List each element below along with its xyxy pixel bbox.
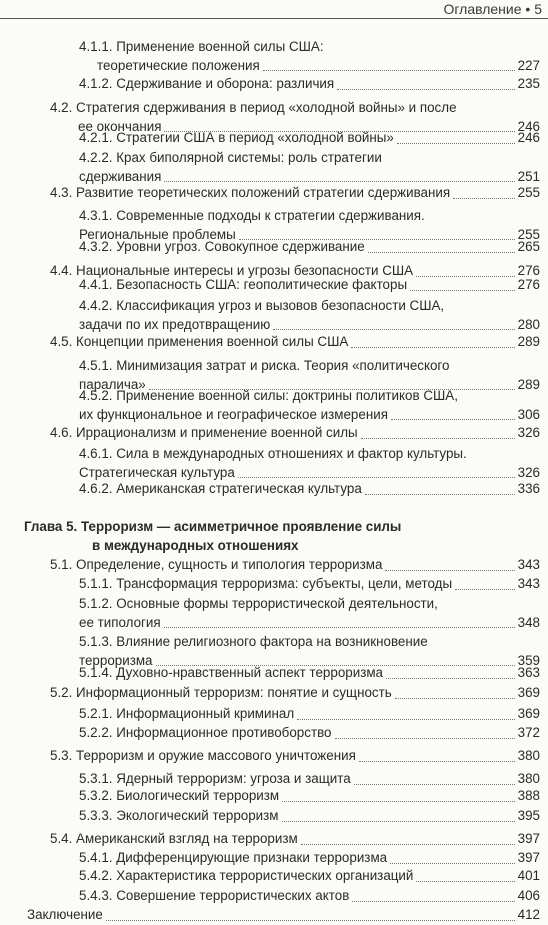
toc-entry-text: 4.5.1. Минимизация затрат и риска. Теория «политического	[79, 358, 450, 373]
page-number: 343	[517, 576, 540, 591]
toc-entry-text: 5.2.2. Информационное противоборство	[79, 725, 332, 740]
page-number: 348	[517, 614, 540, 630]
leader-dots	[354, 784, 515, 785]
page-number: 251	[517, 168, 540, 184]
leader-dots	[453, 198, 515, 199]
toc-entry-5-2-1[interactable]	[79, 705, 540, 724]
leader-dots	[301, 844, 515, 845]
toc-entry-text: 5.2. Информационный терроризм: понятие и сущность	[50, 685, 392, 700]
page-number: 406	[517, 888, 540, 903]
leader-dots	[368, 252, 515, 253]
page-number: 289	[517, 334, 540, 349]
toc-entry-text: 5.1.3. Влияние религиозного фактора на возникновение	[79, 634, 428, 649]
page-number: 246	[517, 118, 540, 134]
toc-entry-text: сдерживания	[79, 168, 162, 184]
toc-entry-text: 4.4.2. Классификация угроз и вызовов безопасности США,	[79, 298, 445, 313]
toc-entry-text: 4.1.1. Применение военной силы США:	[79, 39, 324, 54]
toc-entry-4-6-2[interactable]	[79, 480, 540, 499]
page-number: 388	[517, 788, 540, 803]
toc-entry-4-3-2[interactable]	[79, 238, 540, 257]
page-number: 369	[517, 685, 540, 700]
toc-entry-5-4-1[interactable]	[79, 849, 540, 868]
leader-dots	[455, 589, 515, 590]
page-number: 255	[517, 226, 540, 242]
toc-entry-text: Стратегическая культура	[79, 464, 235, 480]
leader-dots	[273, 329, 514, 330]
page-number: 265	[517, 239, 540, 254]
page-number: 246	[517, 130, 540, 145]
page-number: 235	[517, 76, 540, 91]
leader-dots	[386, 678, 515, 679]
leader-dots	[263, 70, 515, 71]
toc-entry-text: 5.4.1. Дифференцирующие признаки терроризма	[79, 850, 388, 865]
toc-entry-text: 5.3.3. Экологический терроризм	[79, 808, 279, 823]
toc-entry-text: 4.5. Концепции применения военной силы США	[50, 334, 349, 349]
toc-entry-text: 4.2. Стратегия сдерживания в период «холодной войны» и после	[50, 100, 457, 115]
leader-dots	[337, 89, 514, 90]
toc-entry-4-4-2[interactable]	[79, 297, 540, 334]
leader-dots	[352, 901, 514, 902]
page-number: 363	[517, 665, 540, 680]
leader-dots	[365, 494, 515, 495]
page-number: 289	[517, 376, 540, 392]
leader-dots	[395, 698, 515, 699]
toc-entry-5-4[interactable]	[50, 830, 540, 849]
page-number: 227	[517, 57, 540, 73]
toc-entry-text: их функциональное и географическое измерения	[79, 406, 388, 422]
toc-entry-text: 5.4.3. Совершение террористических актов	[79, 888, 350, 903]
toc-entry-text: 4.6.2. Американская стратегическая культура	[79, 481, 362, 496]
page-number: 276	[517, 277, 540, 292]
toc-entry-5-3-1[interactable]	[79, 770, 540, 789]
leader-dots	[391, 419, 515, 420]
toc-entry-5-3-3[interactable]	[79, 807, 540, 826]
page-number: 326	[517, 464, 540, 480]
running-header	[0, 0, 548, 19]
leader-dots	[397, 143, 515, 144]
page-number: 359	[517, 652, 540, 668]
toc-entry-text: 4.2.1. Стратегии США в период «холодной войны»	[79, 130, 394, 145]
toc-entry-4-5-2[interactable]	[79, 387, 540, 424]
page-number: 369	[517, 706, 540, 721]
toc-entry-4-5[interactable]	[50, 333, 540, 352]
toc-entry-5-1[interactable]	[50, 556, 540, 575]
toc-entry-5-4-2[interactable]	[79, 867, 540, 886]
toc-entry-5-1-1[interactable]	[79, 575, 540, 594]
toc-entry-5-3-2[interactable]	[79, 787, 540, 806]
leader-dots	[385, 570, 514, 571]
toc-entry-text: 4.3.2. Уровни угроз. Совокупное сдерживание	[79, 239, 365, 254]
page-number: 397	[517, 831, 540, 846]
leader-dots	[416, 881, 514, 882]
toc-entry-text: 5.2.1. Информационный криминал	[79, 706, 295, 721]
toc-entry-4-3[interactable]	[50, 184, 540, 203]
toc-entry-text: задачи по их предотвращению	[79, 316, 271, 332]
toc-entry-5-2[interactable]	[50, 684, 540, 703]
leader-dots	[359, 761, 515, 762]
toc-entry-4-6-1[interactable]	[79, 445, 540, 482]
chapter-5-heading[interactable]	[24, 518, 540, 555]
toc-entry-text: Заключение	[27, 907, 103, 922]
toc-entry-text: паралича»	[79, 376, 146, 392]
leader-dots	[282, 821, 515, 822]
toc-entry-text: 4.1.2. Сдерживание и оборона: различия	[79, 76, 335, 91]
toc-entry-text: 5.4. Американский взгляд на терроризм	[50, 831, 298, 846]
toc-entry-text: 4.5.2. Применение военной силы: доктрины политиков США,	[79, 388, 458, 403]
page-number: 412	[517, 907, 540, 922]
leader-dots	[410, 290, 515, 291]
page-number: 336	[517, 481, 540, 496]
toc-entry-text: теоретические положения	[97, 57, 260, 73]
leader-dots	[351, 347, 514, 348]
toc-entry-text: 5.1. Определение, сущность и типология терроризма	[50, 557, 383, 572]
toc-entry-4-2-2[interactable]	[79, 149, 540, 186]
page-number: 343	[517, 557, 540, 572]
page-number: 395	[517, 808, 540, 823]
toc-entry-text: 5.4.2. Характеристика террористических организаций	[79, 868, 414, 883]
toc-entry-text: ее типология	[79, 614, 161, 630]
toc-entry-5-3[interactable]	[50, 747, 540, 766]
toc-entry-4-1-2[interactable]	[79, 75, 540, 94]
page-number: 401	[517, 868, 540, 883]
page-number: 372	[517, 725, 540, 740]
leader-dots	[335, 738, 515, 739]
toc-entry-text: 5.3. Терроризм и оружие массового уничтожения	[50, 748, 356, 763]
toc-entry-text: 5.1.1. Трансформация терроризма: субъекты, цели, методы	[79, 576, 453, 591]
toc-entry-5-4-3[interactable]	[79, 887, 540, 906]
toc-entry-text: 4.3.1. Современные подходы к стратегии сдерживания.	[79, 208, 425, 223]
toc-entry-text: 4.2.2. Крах биполярной системы: роль стратегии	[79, 150, 382, 165]
toc-entry-4-2-1[interactable]	[79, 129, 540, 148]
page-number: 255	[517, 185, 540, 200]
page-number: 326	[517, 425, 540, 440]
leader-dots	[282, 801, 515, 802]
leader-dots	[390, 863, 515, 864]
toc-entry-text: Региональные проблемы	[79, 226, 236, 242]
leader-dots	[106, 920, 515, 921]
toc-entry-text: 4.6. Иррационализм и применение военной силы	[50, 425, 358, 440]
chapter-title: Глава 5. Терроризм — асимметричное проявление силы	[24, 519, 402, 534]
toc-entry-text: 5.1.4. Духовно-нравственный аспект терроризма	[79, 665, 383, 680]
toc-entry-text: 5.3.2. Биологический терроризм	[79, 788, 280, 803]
toc-entry-text: 5.1.2. Основные формы террористической деятельности,	[79, 596, 438, 611]
toc-entry-4-4-1[interactable]	[79, 276, 540, 295]
header-title: Оглавление • 5	[443, 1, 542, 17]
toc-entry-text: ее окончания	[78, 118, 162, 134]
toc-entry-text: 4.4.1. Безопасность США: геополитические факторы	[79, 277, 408, 292]
toc-entry-conclusion[interactable]	[27, 906, 540, 925]
toc-entry-4-6[interactable]	[50, 424, 540, 443]
page-number: 276	[517, 263, 540, 278]
chapter-title: в международных отношениях	[92, 537, 299, 553]
page-number: 397	[517, 850, 540, 865]
toc-entry-text: терроризма	[79, 652, 153, 668]
leader-dots	[164, 181, 514, 182]
page-number: 380	[517, 771, 540, 786]
toc-entry-text: 4.3. Развитие теоретических положений стратегии сдерживания	[50, 185, 451, 200]
page-number: 306	[517, 406, 540, 422]
toc-entry-5-2-2[interactable]	[79, 724, 540, 743]
leader-dots	[164, 627, 515, 628]
page-number: 280	[517, 316, 540, 332]
toc-entry-text: 4.6.1. Сила в международных отношениях и фактор культуры.	[79, 446, 467, 461]
leader-dots	[297, 719, 515, 720]
toc-entry-5-1-4[interactable]	[79, 664, 540, 683]
toc-entry-text: 4.4. Национальные интересы и угрозы безопасности США	[50, 263, 414, 278]
toc-entry-4-1-1[interactable]	[79, 38, 540, 75]
toc-entry-5-1-2[interactable]	[79, 595, 540, 632]
toc-entry-text: 5.3.1. Ядерный терроризм: угроза и защита	[79, 771, 351, 786]
page-number: 380	[517, 748, 540, 763]
leader-dots	[361, 438, 515, 439]
leader-dots	[238, 477, 515, 478]
